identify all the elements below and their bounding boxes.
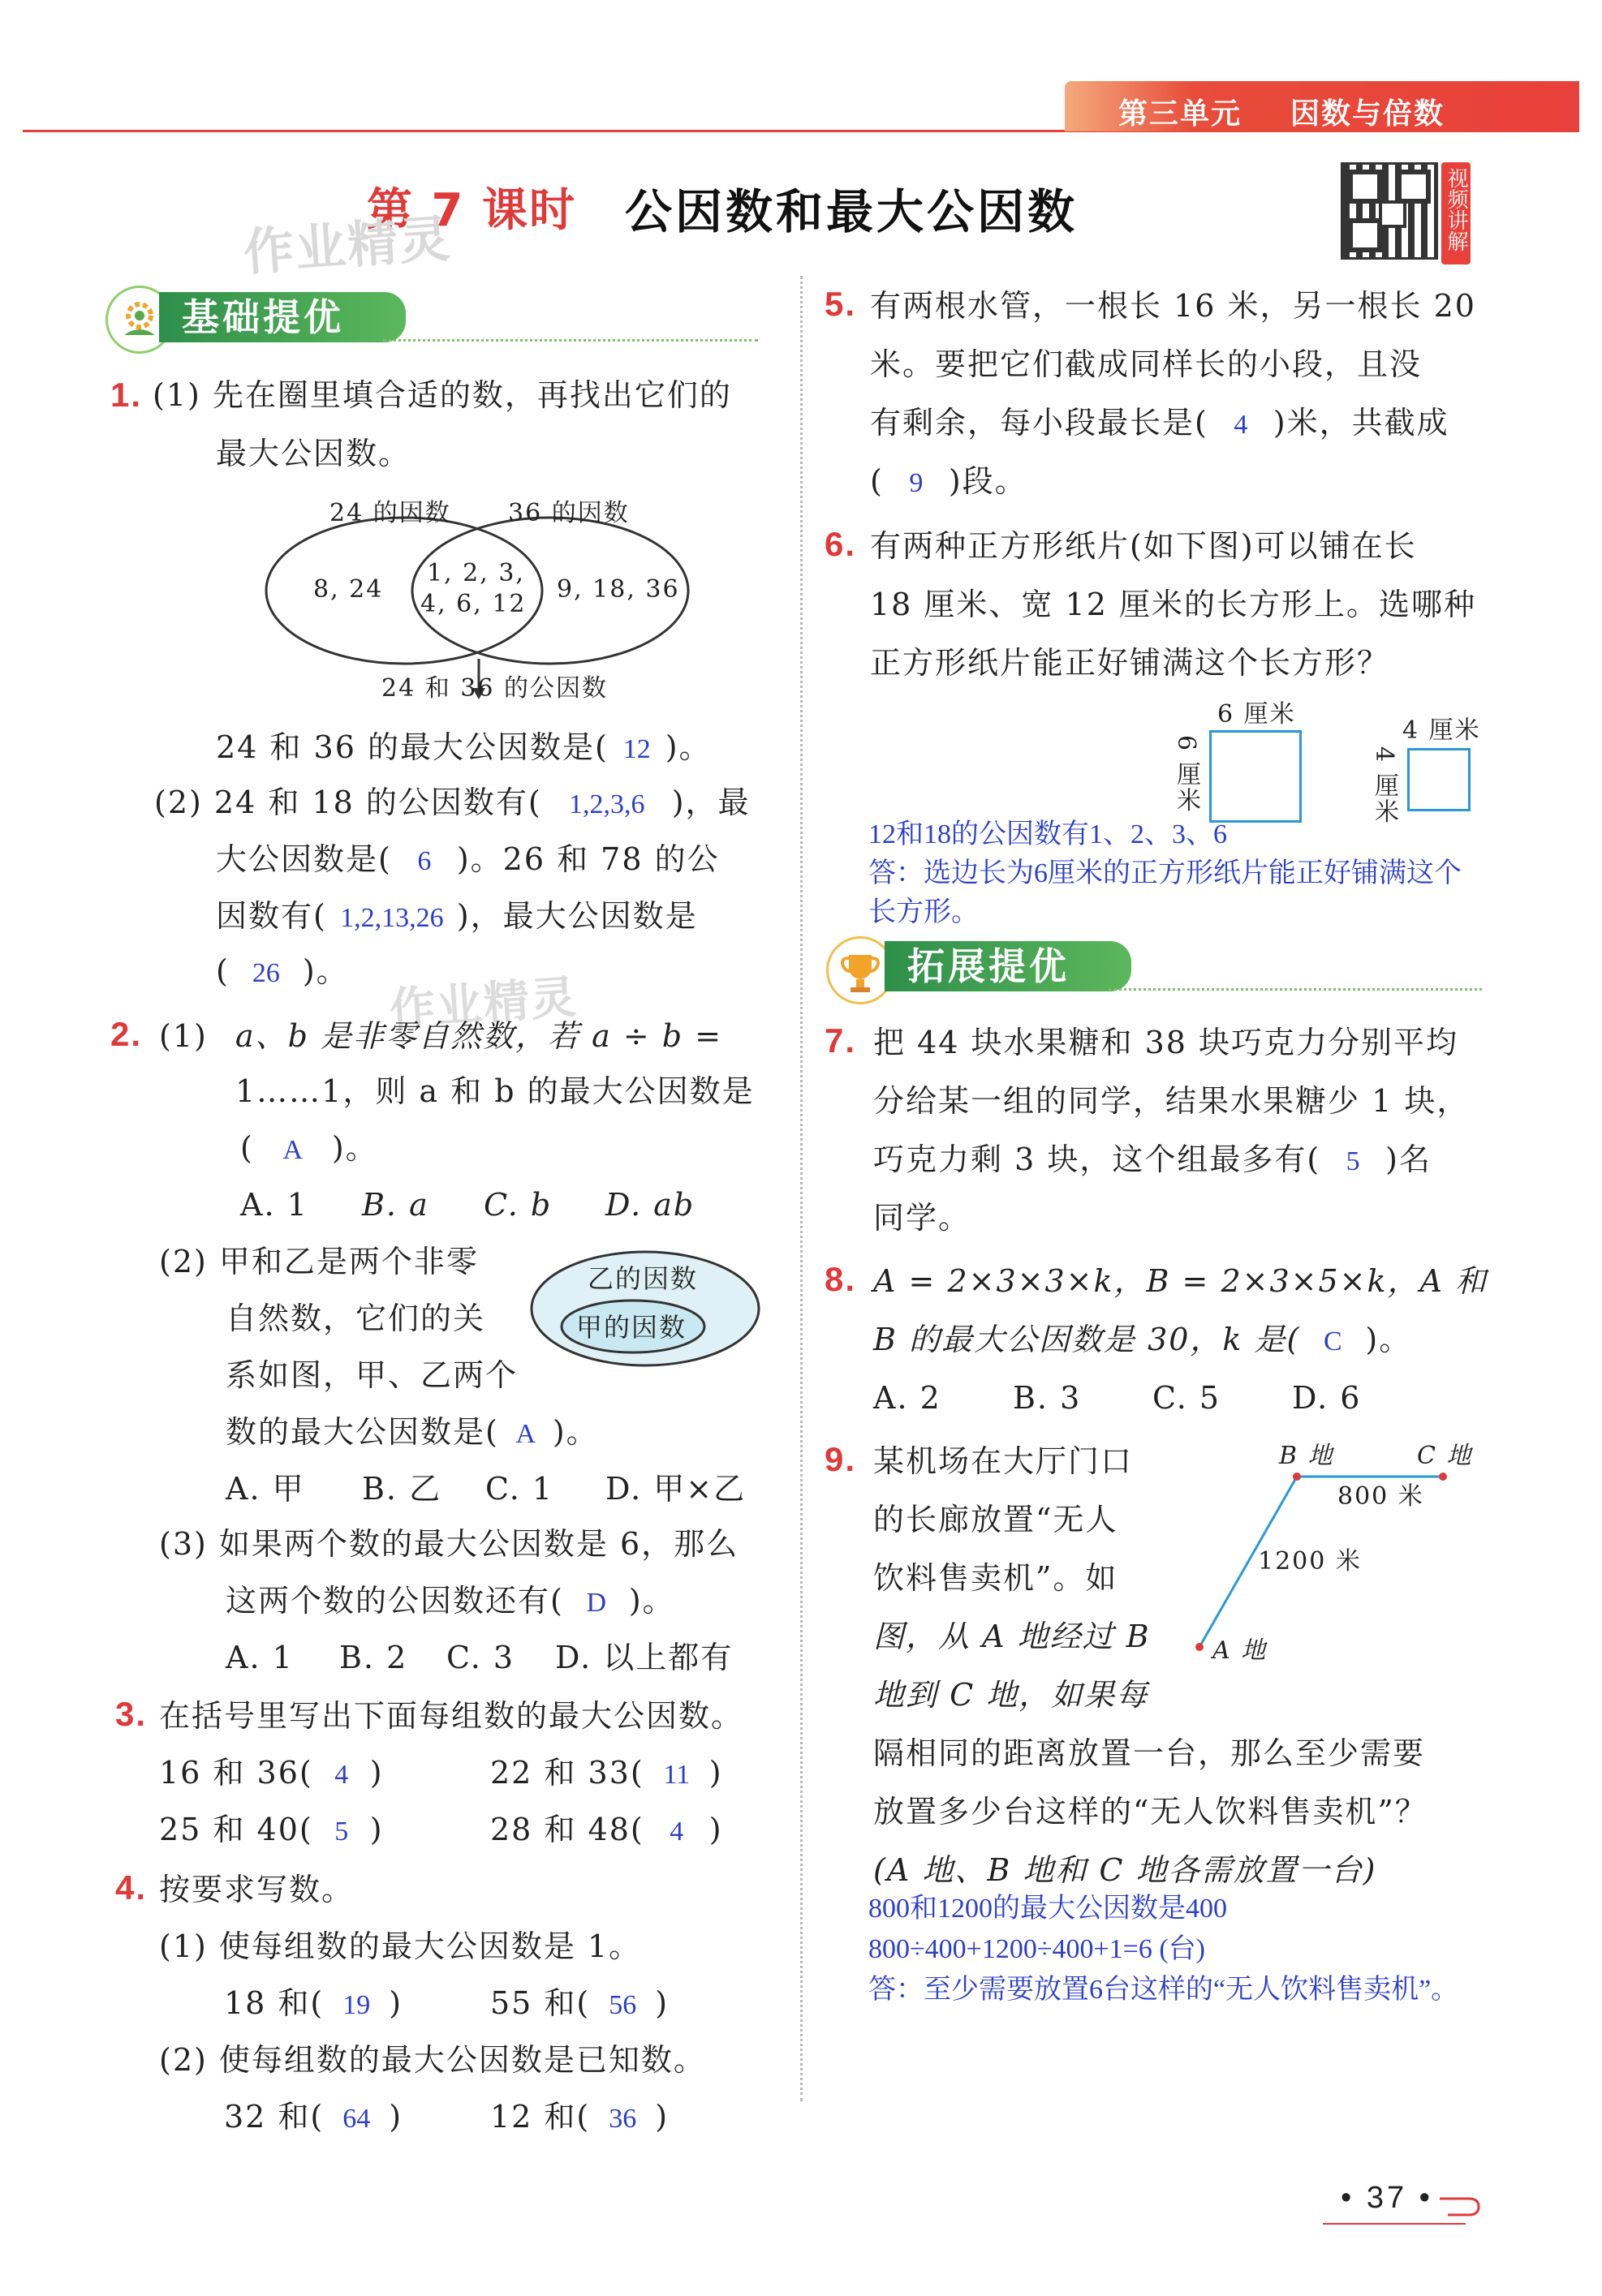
q9-line7: 放置多少台这样的“无人饮料售卖机”？ <box>873 1794 1428 1829</box>
q2-p1-opt-b: B. a <box>362 1187 429 1223</box>
page-title: 公因数和最大公因数 <box>625 184 1079 239</box>
q2-p2-line3: 系如图，甲、乙两个 <box>226 1357 519 1393</box>
q2-p2-opt-b: B. 乙 <box>362 1471 442 1507</box>
q8-opt-d: D. 6 <box>1292 1380 1362 1416</box>
q6-square1-side: 6 厘米 <box>1172 735 1200 814</box>
q2-outer-label: 乙的因数 <box>588 1263 699 1294</box>
qr-label <box>1441 162 1471 264</box>
venn-diagram <box>260 497 698 724</box>
q2-p1-opt-c: C. b <box>484 1187 553 1223</box>
q6-answer-3[interactable]: 长方形。 <box>868 897 979 927</box>
q8-opt-a: A. 2 <box>873 1380 941 1416</box>
q9-line4: 图，从 A 地经过 B <box>873 1619 1151 1654</box>
q9-answer-3[interactable]: 答：至少需要放置6台这样的“无人饮料售卖机”。 <box>868 1975 1459 2005</box>
q1-answer-1[interactable]: 12 <box>622 734 651 764</box>
q9-label-c: C 地 <box>1417 1442 1473 1470</box>
section-extend-rule <box>1109 988 1482 991</box>
q2-p2-opt-d: D. 甲×乙 <box>605 1471 747 1507</box>
watermark-2: 作业精灵 <box>387 970 579 1038</box>
q9-line6: 隔相同的距离放置一台，那么至少需要 <box>873 1735 1426 1771</box>
q8-opt-c: C. 5 <box>1152 1380 1221 1416</box>
header-unit: 第三单元 <box>1118 97 1242 131</box>
q4-answer-4[interactable]: 36 <box>609 2104 637 2134</box>
q9-number: 9. <box>825 1440 857 1478</box>
q2-p1-opt-a: A. 1 <box>240 1187 308 1223</box>
column-divider <box>800 276 803 2101</box>
q1-part1-text: (1) 先在圈里填合适的数，再找出它们的 <box>153 377 732 413</box>
q9-label-ab: 1200 米 <box>1258 1547 1362 1576</box>
q1-answer-3[interactable]: 6 <box>417 846 432 876</box>
q1-number: 1. <box>110 376 143 414</box>
q2-p3-opt-d: D. 以上都有 <box>555 1640 734 1675</box>
q2-answer-2[interactable]: A <box>515 1419 536 1449</box>
q9-label-bc: 800 米 <box>1337 1482 1424 1511</box>
q2-p1-label: (1) <box>159 1018 208 1054</box>
page-number: • 37 • <box>1341 2181 1433 2215</box>
q4-answer-2[interactable]: 56 <box>609 1990 637 2020</box>
q4-p1: (1) 使每组数的最大公因数是 1。 <box>159 1928 642 1964</box>
watermark: 作业精灵 <box>241 209 454 282</box>
q5-line2: 米。要把它们截成同样长的小段，且没 <box>870 346 1423 382</box>
q6-line2: 18 厘米、宽 12 厘米的长方形上。选哪种 <box>870 587 1476 622</box>
q9-line2: 的长廊放置“无人 <box>873 1502 1118 1537</box>
q1-answer-5[interactable]: 26 <box>252 958 280 988</box>
q5-number: 5. <box>825 285 857 323</box>
q2-p2-line2: 自然数，它们的关 <box>226 1301 486 1336</box>
q2-p2-opt-c: C. 1 <box>485 1471 554 1507</box>
q6-square2-side: 4 厘米 <box>1370 746 1398 825</box>
q2-inner-label: 甲的因数 <box>576 1312 687 1343</box>
q1-answer-4[interactable]: 1,2,13,26 <box>340 903 444 933</box>
q3-answer-4[interactable]: 4 <box>670 1817 684 1847</box>
q6-answer-2[interactable]: 答：选边长为6厘米的正方形纸片能正好铺满这个 <box>868 858 1462 888</box>
q6-line1: 有两种正方形纸片(如下图)可以铺在长 <box>870 528 1417 564</box>
lesson-number: 第 7 课时 <box>367 184 576 237</box>
q5-line1: 有两根水管，一根长 16 米，另一根长 20 <box>870 288 1476 324</box>
q5-answer-2[interactable]: 9 <box>909 468 924 498</box>
q9-line3: 饮料售卖机”。如 <box>873 1560 1118 1596</box>
q2-p1-text: a、b 是非零自然数，若 a ÷ b = <box>235 1018 723 1054</box>
q7-line1: 把 44 块水果糖和 38 块巧克力分别平均 <box>873 1025 1459 1060</box>
q7-line4: 同学。 <box>873 1200 971 1236</box>
q2-p3-opt-a: A. 1 <box>226 1640 294 1675</box>
q2-p3-opt-b: B. 2 <box>339 1640 408 1675</box>
q1-answer-2[interactable]: 1,2,3,6 <box>568 789 645 819</box>
q9-label-a: A 地 <box>1212 1636 1268 1665</box>
q2-answer-3[interactable]: D <box>586 1588 607 1618</box>
q2-answer-1[interactable]: A <box>282 1135 304 1165</box>
q2-p2-line1: (2) 甲和乙是两个非零 <box>159 1244 479 1279</box>
q8-line1: A = 2×3×3×k，B = 2×3×5×k，A 和 <box>873 1263 1488 1299</box>
q5-answer-1[interactable]: 4 <box>1234 410 1248 440</box>
q7-answer[interactable]: 5 <box>1346 1146 1360 1176</box>
q9-answer-2[interactable]: 800÷400+1200÷400+1=6 (台) <box>868 1934 1205 1964</box>
q7-number: 7. <box>825 1021 857 1060</box>
q8-number: 8. <box>825 1260 857 1298</box>
page-arrow-icon <box>1436 2191 1482 2226</box>
section-basic-rule <box>383 339 758 342</box>
venn-common-1: 1, 2, 3, <box>427 559 525 587</box>
q9-label-b: B 地 <box>1279 1442 1334 1470</box>
q3-number: 3. <box>115 1695 148 1733</box>
q2-p3-line1: (3) 如果两个数的最大公因数是 6，那么 <box>159 1526 739 1562</box>
q1-part1-text2: 最大公因数。 <box>216 436 411 471</box>
venn-common-2: 4, 6, 12 <box>420 590 527 618</box>
venn-left-only: 8, 24 <box>313 575 384 604</box>
q9-line5: 地到 C 地，如果每 <box>873 1677 1149 1713</box>
q2-p2-opt-a: A. 甲 <box>226 1471 305 1507</box>
qr-code[interactable] <box>1341 162 1438 260</box>
q9-answer-1[interactable]: 800和1200的最大公因数是400 <box>868 1894 1227 1924</box>
q6-square2 <box>1407 748 1471 811</box>
q6-number: 6. <box>825 525 857 563</box>
q2-p1-text2: 1……1，则 a 和 b 的最大公因数是 <box>235 1073 755 1109</box>
q4-number: 4. <box>115 1868 148 1907</box>
q1-answer-pre: 24 和 36 的最大公因数是( <box>216 729 609 765</box>
q6-line3: 正方形纸片能正好铺满这个长方形？ <box>870 645 1390 681</box>
q3-answer-2[interactable]: 11 <box>663 1760 691 1790</box>
q6-square1 <box>1209 730 1302 823</box>
q6-answer-1[interactable]: 12和18的公因数有1、2、3、6 <box>868 819 1227 849</box>
q7-line2: 分给某一组的同学，结果水果糖少 1 块， <box>873 1083 1470 1119</box>
venn-bottom-label: 24 和 36 的公因数 <box>381 674 608 703</box>
q9-line1: 某机场在大厅门口 <box>873 1443 1134 1479</box>
section-extend: 拓展提优 <box>885 941 1131 991</box>
q4-answer-1[interactable]: 19 <box>342 1990 371 2020</box>
section-basic: 基础提优 <box>159 292 406 342</box>
q3-answer-3[interactable]: 5 <box>334 1817 349 1847</box>
header-topic: 因数与倍数 <box>1290 97 1445 131</box>
q4-text: 按要求写数。 <box>159 1872 355 1907</box>
venn-left-label: 24 的因数 <box>329 499 451 527</box>
q3-text: 在括号里写出下面每组数的最大公因数。 <box>159 1698 744 1734</box>
q4-answer-3[interactable]: 64 <box>342 2104 371 2134</box>
q9-line8: (A 地、B 地和 C 地各需放置一台) <box>873 1852 1377 1888</box>
venn-right-label: 36 的因数 <box>508 499 630 527</box>
q2-number: 2. <box>110 1015 143 1053</box>
q9-route-diagram <box>1185 1444 1493 1679</box>
qr-label-text: 视频讲解 <box>1444 167 1468 252</box>
q3-answer-1[interactable]: 4 <box>334 1760 349 1790</box>
q2-p3-opt-c: C. 3 <box>446 1640 515 1675</box>
q2-nested-diagram <box>528 1248 763 1369</box>
q8-answer[interactable]: C <box>1324 1326 1342 1357</box>
q6-square2-top: 4 厘米 <box>1402 716 1481 745</box>
q4-p2: (2) 使每组数的最大公因数是已知数。 <box>159 2042 706 2078</box>
q8-opt-b: B. 3 <box>1013 1380 1082 1416</box>
q6-square1-top: 6 厘米 <box>1217 700 1296 729</box>
venn-right-only: 9, 18, 36 <box>557 575 680 604</box>
q2-p1-opt-d: D. ab <box>605 1187 695 1223</box>
